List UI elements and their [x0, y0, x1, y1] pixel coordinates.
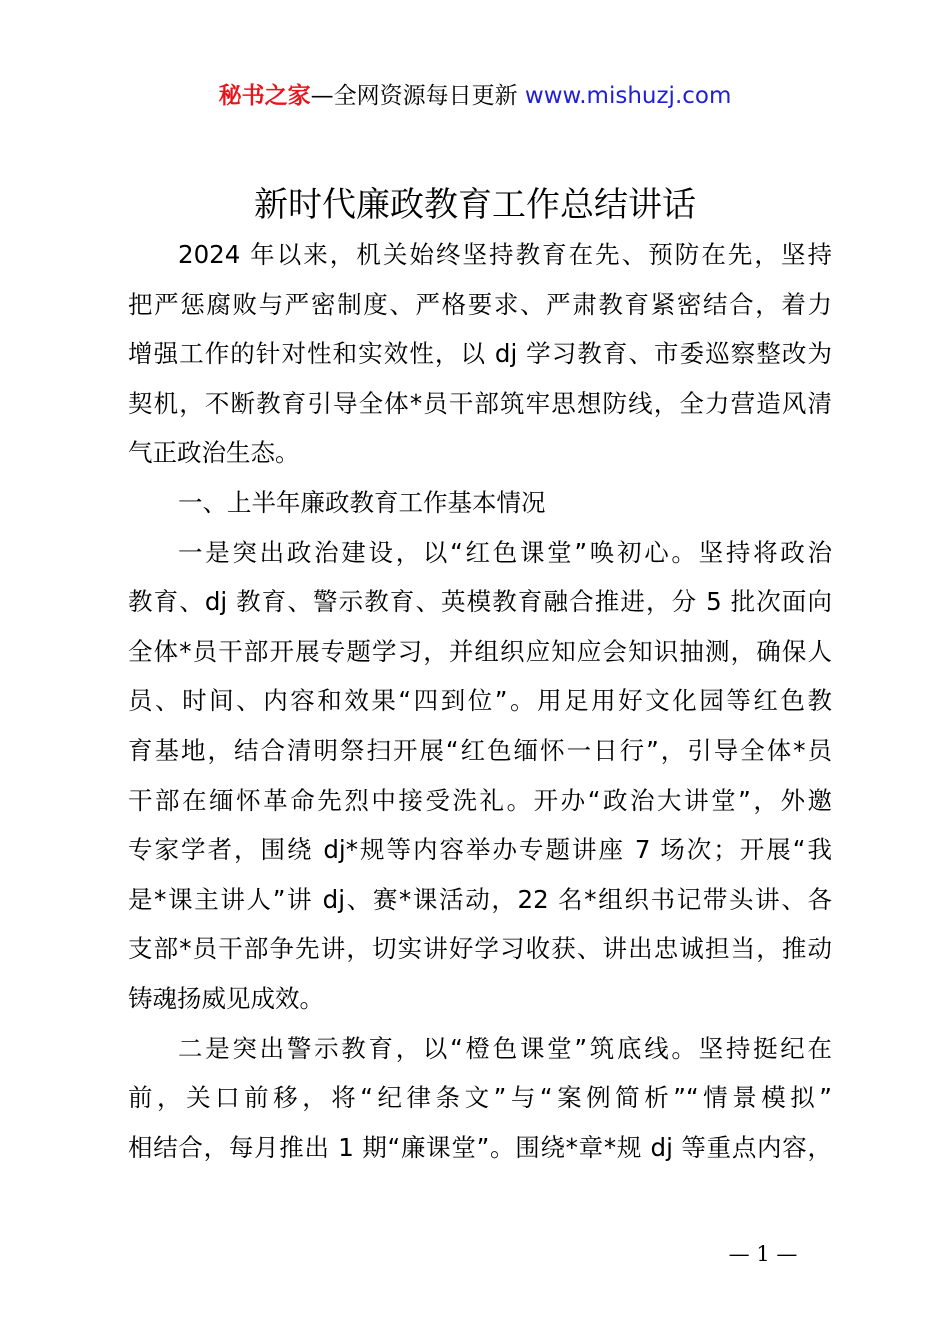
document-title: 新时代廉政教育工作总结讲话: [254, 185, 696, 225]
banner-brand: 秘书之家: [218, 83, 311, 109]
paragraph-line: 教育、dj 教育、警示教育、英模教育融合推进，分 5 批次面向: [128, 587, 832, 617]
banner-tagline: —全网资源每日更新: [310, 83, 525, 109]
site-banner: [0, 80, 950, 112]
paragraph-line: 把严惩腐败与严密制度、严格要求、严肃教育紧密结合，着力: [128, 289, 832, 319]
paragraph-line: 育基地，结合清明祭扫开展“红色缅怀一日行”，引导全体*员: [128, 735, 832, 765]
paragraph-line: 支部*员干部争先讲，切实讲好学习收获、讲出忠诚担当，推动: [128, 934, 832, 964]
paragraph-line: 增强工作的针对性和实效性，以 dj 学习教育、市委巡察整改为: [128, 339, 832, 369]
paragraph-line: 干部在缅怀革命先烈中接受洗礼。开办“政治大讲堂”，外邀: [128, 785, 832, 815]
paragraph-line: 员、时间、内容和效果“四到位”。用足用好文化园等红色教: [128, 686, 832, 716]
paragraph-line: 二是突出警示教育，以“橙色课堂”筑底线。坚持挺纪在: [178, 1033, 832, 1063]
document-body: [128, 230, 832, 1172]
paragraph-line: 全体*员干部开展专题学习，并组织应知应会知识抽测，确保人: [128, 636, 832, 666]
page-number: — 1 —: [728, 1242, 798, 1266]
paragraph-line: 是*课主讲人”讲 dj、赛*课活动，22 名*组织书记带头讲、各: [128, 884, 832, 914]
paragraph-line: 专家学者，围绕 dj*规等内容举办专题讲座 7 场次；开展“我: [128, 835, 832, 865]
paragraph-line: 前，关口前移，将“纪律条文”与“案例简析”“情景模拟”: [128, 1083, 832, 1113]
paragraph-line: 2024 年以来，机关始终坚持教育在先、预防在先，坚持: [178, 240, 832, 269]
paragraph-line: 相结合，每月推出 1 期“廉课堂”。围绕*章*规 dj 等重点内容，: [128, 1132, 832, 1162]
section-heading: 一、上半年廉政教育工作基本情况: [178, 487, 546, 517]
paragraph-line: 一是突出政治建设，以“红色课堂”唤初心。坚持将政治: [178, 537, 832, 567]
paragraph-line: 气正政治生态。: [128, 438, 300, 468]
banner-url-link[interactable]: www.mishuzj.com: [524, 83, 732, 109]
paragraph-line: 铸魂扬威见成效。: [128, 983, 324, 1013]
paragraph-line: 契机，不断教育引导全体*员干部筑牢思想防线，全力营造风清: [128, 388, 832, 418]
